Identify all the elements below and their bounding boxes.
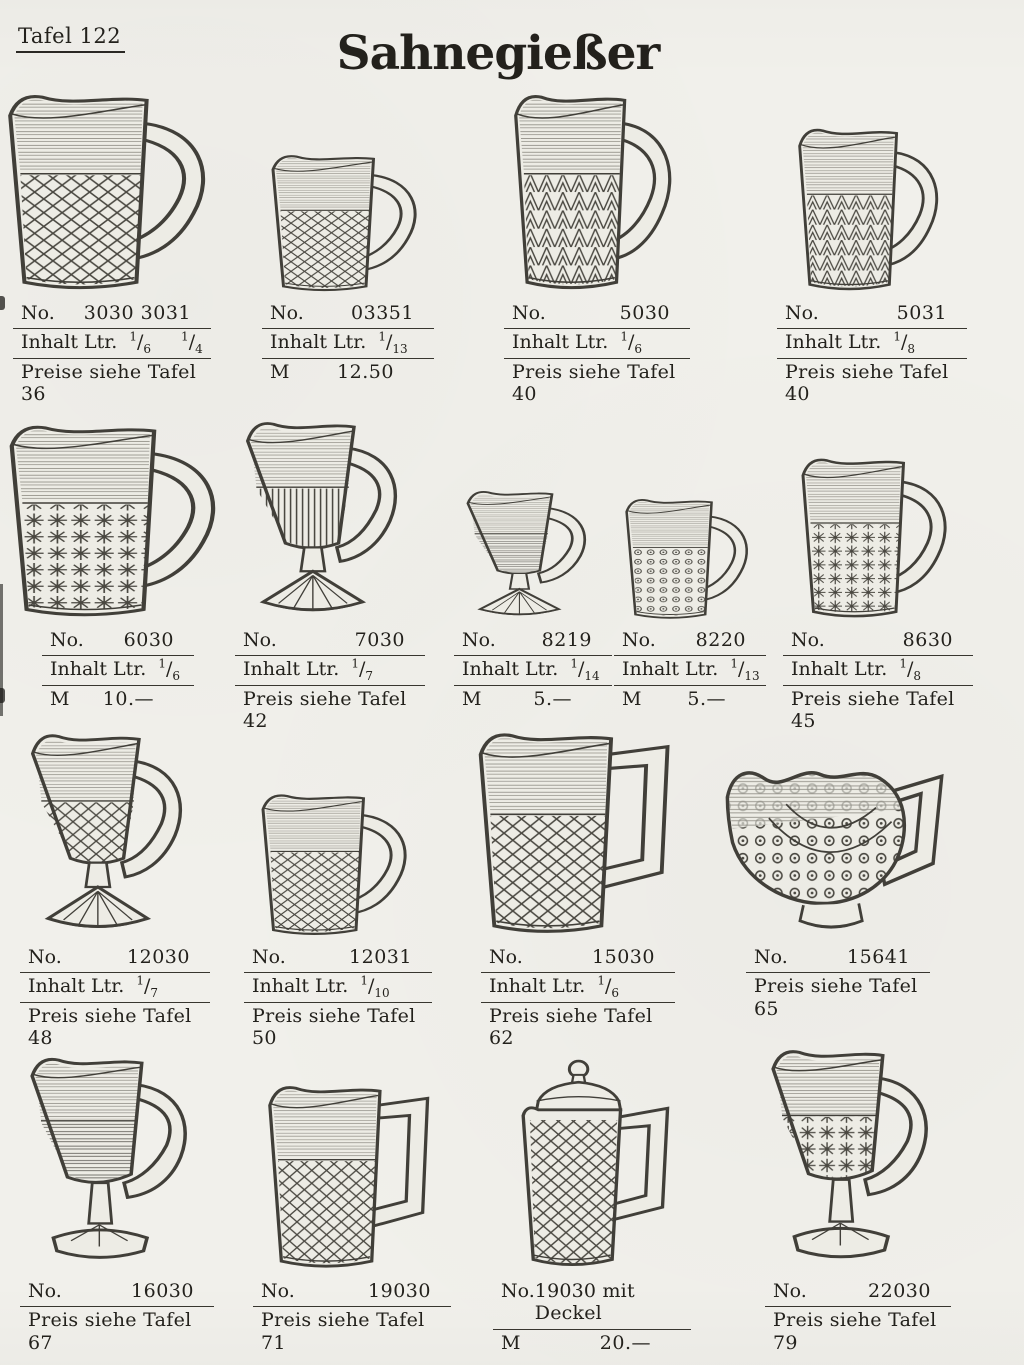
- caption-m-value: 10.—: [102, 687, 154, 710]
- caption-m-label: M: [270, 360, 290, 383]
- caption-no-value: 8220: [695, 629, 746, 651]
- caption-no-row: [20, 1278, 214, 1307]
- caption-inhalt-values: [570, 657, 600, 684]
- caption-price-text: Preis siehe Tafel 40: [785, 360, 949, 406]
- caption-price-row: [493, 1330, 691, 1358]
- caption-inhalt-values: [351, 657, 374, 684]
- caption-inhalt-label: Inhalt Ltr.: [462, 658, 559, 681]
- caption-m-label: M: [50, 687, 70, 710]
- caption-inhalt-label: Inhalt Ltr.: [270, 331, 367, 354]
- caption-m-value: 5.—: [533, 687, 572, 710]
- caption-inhalt-values: [158, 657, 181, 684]
- caption-inhalt-label: Inhalt Ltr.: [791, 658, 888, 681]
- caption-price-text: Preis siehe Tafel 40: [512, 360, 676, 406]
- caption-no-label: No.: [21, 302, 55, 324]
- caption-no-row: [454, 627, 612, 656]
- pitcher-illustration-16030: [18, 1050, 216, 1274]
- caption-no-row: [493, 1278, 691, 1330]
- pitcher-illustration-19030: [260, 1074, 444, 1274]
- pitcher-illustration-15641: [717, 745, 959, 940]
- caption-inhalt-label: Inhalt Ltr.: [243, 658, 340, 681]
- caption-no-row: [262, 300, 434, 329]
- caption-m-value: 20.—: [599, 1331, 651, 1354]
- caption-no-value: 5031: [896, 302, 947, 324]
- pitcher-illustration-3030-3031: [0, 82, 226, 296]
- caption-inhalt-row: [614, 656, 766, 685]
- caption-inhalt-fraction: $^1/_6$: [129, 330, 152, 357]
- caption-inhalt-fraction: $^1/_6$: [158, 657, 181, 684]
- caption-m-value: 5.—: [687, 687, 726, 710]
- caption-price-row: [746, 973, 930, 1024]
- pitcher-illustration-7030: [234, 413, 426, 623]
- caption-inhalt-values: [129, 330, 203, 357]
- caption-inhalt-row: [244, 973, 432, 1002]
- caption-price-text: Preis siehe Tafel 45: [791, 687, 955, 733]
- pitcher-illustration-8630: [794, 448, 962, 623]
- scan-artifact: [0, 296, 5, 310]
- caption-no-value: 15030: [592, 946, 655, 968]
- caption-no-row: [504, 300, 690, 329]
- item-caption: [235, 627, 425, 737]
- caption-price-row: [454, 686, 612, 714]
- caption-no-value: 8219: [541, 629, 592, 651]
- caption-no-row: [13, 300, 211, 329]
- pitcher-illustration-5030: [506, 82, 688, 296]
- caption-inhalt-label: Inhalt Ltr.: [50, 658, 147, 681]
- caption-inhalt-fraction: $^1/_6$: [597, 974, 620, 1001]
- caption-price-row: [614, 686, 766, 714]
- scan-artifact: [0, 688, 5, 703]
- caption-price-text: Preis siehe Tafel 79: [773, 1309, 937, 1354]
- caption-inhalt-row: [42, 656, 194, 685]
- caption-price-text: Preis siehe Tafel 62: [489, 1004, 653, 1050]
- caption-inhalt-row: [20, 973, 210, 1002]
- caption-inhalt-label: Inhalt Ltr.: [21, 331, 118, 354]
- caption-no-value: 03351: [351, 302, 414, 324]
- caption-no-label: No.: [252, 946, 286, 968]
- caption-price-row: [13, 359, 211, 410]
- caption-no-label: No.: [28, 1280, 62, 1302]
- caption-price-text: Preis siehe Tafel 50: [252, 1004, 416, 1050]
- caption-no-label: No.: [28, 946, 62, 968]
- caption-inhalt-values: [899, 657, 922, 684]
- caption-inhalt-label: Inhalt Ltr.: [785, 331, 882, 354]
- item-caption: [253, 1278, 451, 1358]
- caption-no-label: No.: [622, 629, 656, 651]
- pitcher-illustration-12031: [254, 785, 422, 940]
- tafel-label: Tafel 122: [16, 24, 125, 53]
- caption-price-row: [42, 686, 194, 714]
- item-caption: [746, 944, 930, 1024]
- caption-price-row: [481, 1003, 675, 1054]
- item-caption: [454, 627, 612, 714]
- caption-inhalt-fraction: $^1/_4$: [181, 330, 203, 357]
- caption-inhalt-values: [597, 974, 620, 1001]
- caption-price-row: [20, 1003, 210, 1054]
- caption-no-row: [42, 627, 194, 656]
- item-caption: [783, 627, 973, 737]
- caption-no-label: No.: [50, 629, 84, 651]
- caption-inhalt-values: [730, 657, 760, 684]
- caption-m-label: M: [501, 1331, 521, 1354]
- caption-price-row: [765, 1307, 951, 1358]
- item-caption: [777, 300, 967, 410]
- caption-price-text: Preis siehe Tafel 71: [261, 1309, 425, 1354]
- caption-no-value: 8630: [902, 629, 953, 651]
- caption-price-text: Preis siehe Tafel 42: [243, 687, 407, 733]
- caption-inhalt-fraction: $^1/_8$: [893, 330, 916, 357]
- caption-price-text: Preis siehe Tafel 67: [28, 1309, 192, 1354]
- caption-inhalt-row: [504, 329, 690, 358]
- item-caption: [614, 627, 766, 714]
- caption-m-value: 12.50: [337, 360, 394, 383]
- caption-no-row: [783, 627, 973, 656]
- caption-price-row: [235, 686, 425, 737]
- item-caption: [20, 1278, 214, 1358]
- caption-inhalt-fraction: $^1/_6$: [620, 330, 643, 357]
- caption-inhalt-values: [620, 330, 643, 357]
- caption-price-row: [783, 686, 973, 737]
- caption-no-row: [746, 944, 930, 973]
- caption-inhalt-fraction: $^1/_8$: [899, 657, 922, 684]
- caption-inhalt-row: [454, 656, 612, 685]
- caption-inhalt-row: [481, 973, 675, 1002]
- caption-inhalt-row: [262, 329, 434, 358]
- caption-no-label: No.: [785, 302, 819, 324]
- caption-inhalt-row: [777, 329, 967, 358]
- caption-inhalt-values: [893, 330, 916, 357]
- caption-price-row: [20, 1307, 214, 1358]
- item-caption: [481, 944, 675, 1054]
- caption-no-value: 12030: [127, 946, 190, 968]
- caption-no-row: [614, 627, 766, 656]
- caption-inhalt-row: [783, 656, 973, 685]
- caption-inhalt-fraction: $^1/_7$: [136, 974, 159, 1001]
- pitcher-illustration-03351: [264, 146, 432, 296]
- caption-inhalt-label: Inhalt Ltr.: [489, 975, 586, 998]
- pitcher-illustration-12030: [19, 725, 211, 940]
- item-caption: [765, 1278, 951, 1358]
- caption-no-label: No.: [261, 1280, 295, 1302]
- item-caption: [244, 944, 432, 1054]
- caption-m-label: M: [622, 687, 642, 710]
- caption-inhalt-fraction: $^1/_{13}$: [378, 330, 408, 357]
- caption-no-label: No.: [243, 629, 277, 651]
- caption-price-text: Preis siehe Tafel 48: [28, 1004, 192, 1050]
- pitcher-illustration-5031: [791, 118, 953, 296]
- page-title: Sahnegießer: [336, 26, 660, 81]
- caption-no-row: [481, 944, 675, 973]
- caption-inhalt-row: [235, 656, 425, 685]
- caption-price-row: [262, 359, 434, 387]
- caption-inhalt-label: Inhalt Ltr.: [252, 975, 349, 998]
- item-caption: [493, 1278, 691, 1358]
- caption-inhalt-values: [378, 330, 408, 357]
- item-caption: [42, 627, 194, 714]
- pitcher-illustration-19030-mit-Deckel: [498, 1056, 686, 1274]
- caption-no-label: No.: [773, 1280, 807, 1302]
- pitcher-illustration-8220: [619, 491, 761, 623]
- pitcher-illustration-8219: [457, 485, 609, 623]
- caption-no-row: [235, 627, 425, 656]
- caption-inhalt-values: [136, 974, 159, 1001]
- caption-no-row: [244, 944, 432, 973]
- caption-no-row: [20, 944, 210, 973]
- caption-no-row: [777, 300, 967, 329]
- caption-no-value: 19030: [368, 1280, 431, 1302]
- item-caption: [20, 944, 210, 1054]
- caption-no-value: 22030: [868, 1280, 931, 1302]
- caption-no-value: 6030: [123, 629, 174, 651]
- caption-price-row: [504, 359, 690, 410]
- caption-m-label: M: [462, 687, 482, 710]
- caption-price-text: Preis siehe Tafel 65: [754, 975, 918, 1020]
- caption-inhalt-fraction: $^1/_{10}$: [360, 974, 390, 1001]
- caption-inhalt-fraction: $^1/_{14}$: [570, 657, 600, 684]
- caption-no-value: 16030: [131, 1280, 194, 1302]
- caption-inhalt-fraction: $^1/_{13}$: [730, 657, 760, 684]
- pitcher-illustration-15030: [469, 720, 687, 940]
- caption-no-label: No.: [512, 302, 546, 324]
- caption-no-value: 3030 3031: [83, 302, 191, 324]
- caption-no-value: 7030: [354, 629, 405, 651]
- caption-inhalt-row: [13, 329, 211, 358]
- caption-no-label: No.: [489, 946, 523, 968]
- caption-no-value: 15641: [847, 946, 910, 968]
- caption-inhalt-label: Inhalt Ltr.: [512, 331, 609, 354]
- pitcher-illustration-22030: [759, 1042, 957, 1274]
- caption-no-label: No.: [791, 629, 825, 651]
- caption-no-label: No.: [501, 1280, 535, 1302]
- item-caption: [262, 300, 434, 387]
- caption-inhalt-label: Inhalt Ltr.: [28, 975, 125, 998]
- caption-price-row: [253, 1307, 451, 1358]
- caption-inhalt-values: [360, 974, 390, 1001]
- caption-inhalt-fraction: $^1/_7$: [351, 657, 374, 684]
- item-caption: [504, 300, 690, 410]
- caption-no-label: No.: [754, 946, 788, 968]
- caption-no-row: [253, 1278, 451, 1307]
- item-caption: [13, 300, 211, 410]
- caption-no-value: 5030: [619, 302, 670, 324]
- pitcher-illustration-6030: [0, 413, 237, 623]
- caption-no-value: 19030 mit Deckel: [534, 1280, 635, 1325]
- caption-price-row: [777, 359, 967, 410]
- caption-price-text: Preise siehe Tafel 36: [21, 360, 197, 406]
- caption-inhalt-label: Inhalt Ltr.: [622, 658, 719, 681]
- caption-no-label: No.: [462, 629, 496, 651]
- caption-no-label: No.: [270, 302, 304, 324]
- caption-no-row: [765, 1278, 951, 1307]
- caption-price-row: [244, 1003, 432, 1054]
- caption-no-value: 12031: [349, 946, 412, 968]
